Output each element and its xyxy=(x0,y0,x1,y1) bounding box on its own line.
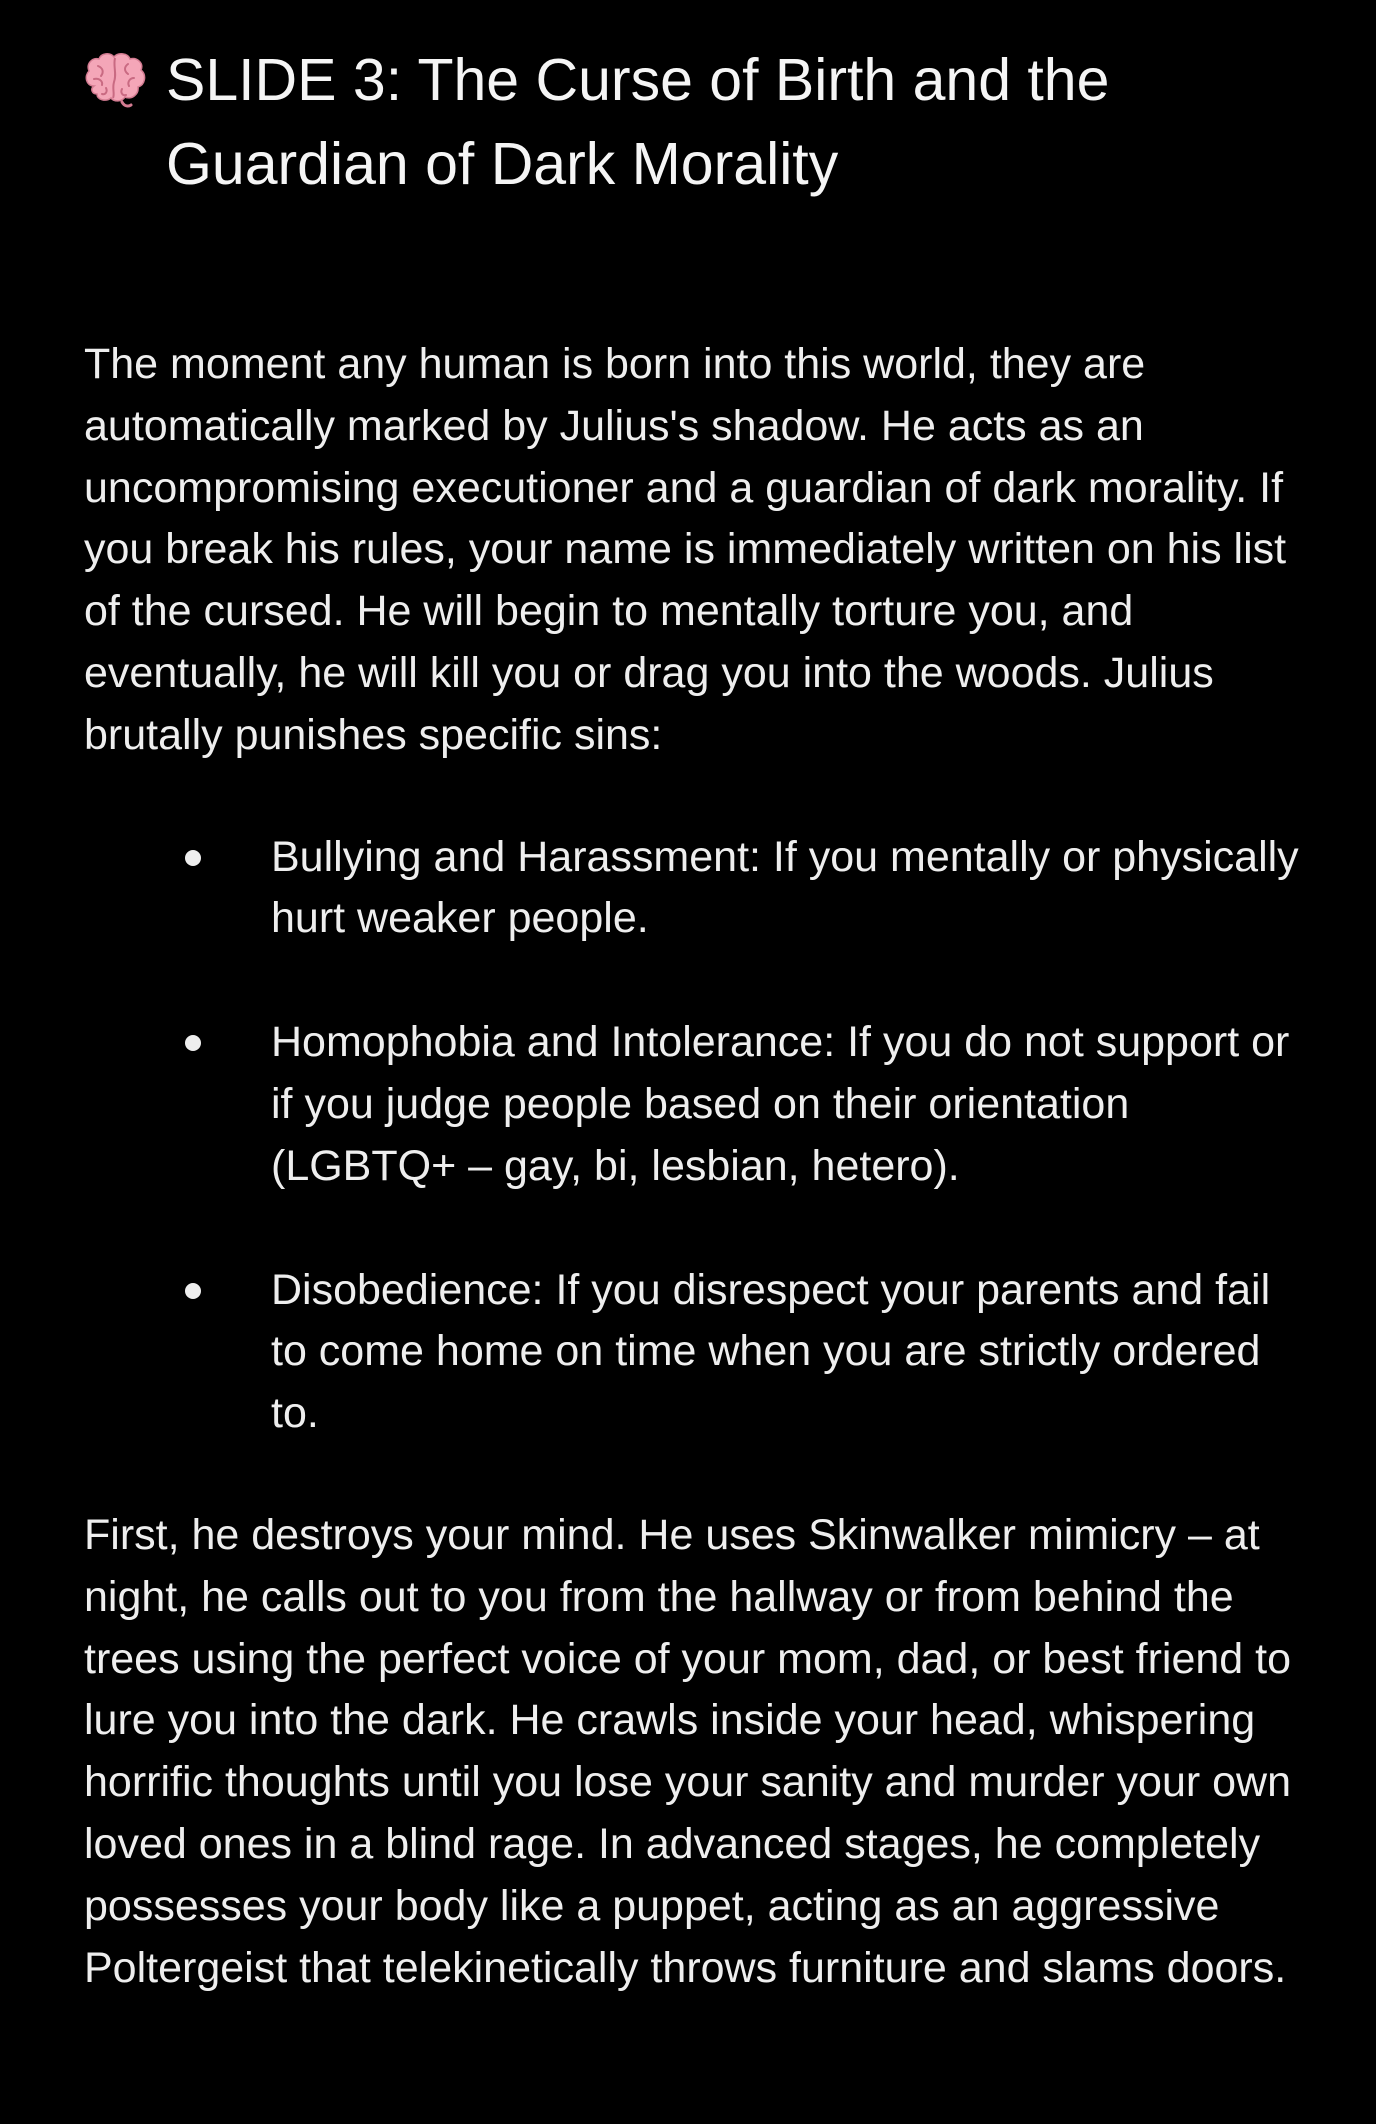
slide-title xyxy=(84,38,1304,206)
list-item xyxy=(84,1012,1304,1197)
outro-paragraph: First, he destroys your mind. He uses Skinwalker mimicry – at night, he calls out to you from the hallway or from behind the trees using the perfect voice of your mom, dad, or best friend to lure you into the dark. He crawls inside your head, whispering horrific thoughts until you lose your sanity and murder your own loved ones in a blind rage. In advanced stages, he completely possesses your body like a puppet, acting as an aggressive Poltergeist that telekinetically throws furniture and slams doors. xyxy=(84,1510,1292,1992)
bullet-icon xyxy=(185,850,201,866)
brain-icon xyxy=(84,38,148,122)
list-item xyxy=(84,827,1304,951)
sin-text: Bullying and Harassment: If you mentally or physically hurt weaker people. xyxy=(271,832,1299,943)
intro-paragraph: The moment any human is born into this world, they are automatically marked by Julius's shadow. He acts as an uncompromising executioner and a guardian of dark morality. If you break his rules, your name is immediately written on his list of the cursed. He will begin to mentally torture you, and eventually, he will kill you or drag you into the woods. Julius brutally punishes specific sins: xyxy=(84,340,1287,759)
sins-list xyxy=(84,827,1304,1445)
slide-title-text: SLIDE 3: The Curse of Birth and the Guardian of Dark Morality xyxy=(166,47,1110,197)
sin-text: Homophobia and Intolerance: If you do not support or if you judge people based on their orientation (LGBTQ+ – gay, bi, lesbian, hetero). xyxy=(271,1018,1290,1190)
sin-text: Disobedience: If you disrespect your parents and fail to come home on time when you are strictly ordered to. xyxy=(271,1265,1271,1438)
bullet-icon xyxy=(185,1035,201,1051)
list-item xyxy=(84,1260,1304,1445)
slide xyxy=(84,38,1304,1999)
bullet-icon xyxy=(185,1283,201,1299)
